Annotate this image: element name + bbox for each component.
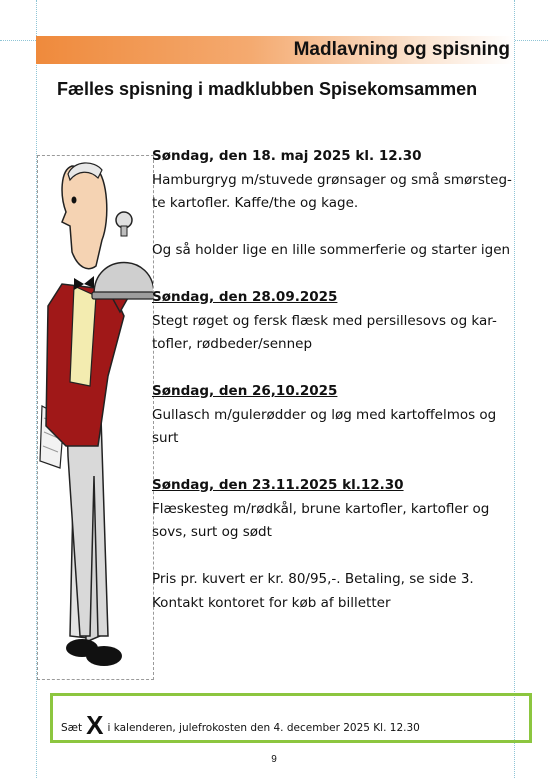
event-2	[152, 286, 514, 357]
menu-schedule	[152, 145, 514, 615]
page-title: Fælles spisning i madklubben Spisekomsammen	[57, 79, 478, 99]
section-header-bar	[36, 36, 514, 64]
waiter-illustration	[37, 155, 154, 680]
event-date: Søndag, den 18. maj 2025 kl. 12.30	[152, 148, 422, 164]
event-menu: Flæskesteg m/rødkål, brune kartofler, kartofler og sovs, surt og sødt	[152, 500, 490, 540]
summer-note: Og så holder lige en lille sommerferie og starter igen	[152, 242, 511, 258]
calendar-reminder-box	[50, 693, 532, 743]
price-info: Pris pr. kuvert er kr. 80/95,-. Betaling, se side 3.	[152, 571, 474, 587]
contact-info: Kontakt kontoret for køb af billetter	[152, 594, 391, 611]
event-date: Søndag, den 23.11.2025 kl.12.30	[152, 477, 404, 493]
event-date: Søndag, den 28.09.2025	[152, 289, 338, 305]
event-1	[152, 145, 514, 216]
event-menu: Hamburgryg m/stuvede grønsager og små smørsteg-te kartofler. Kaffe/the og kage.	[152, 171, 512, 211]
reminder-prefix: Sæt	[61, 722, 83, 734]
reminder-mark: X	[86, 710, 104, 740]
event-4	[152, 474, 514, 545]
reminder-text: i kalenderen, julefrokosten den 4. december 2025 Kl. 12.30	[107, 722, 420, 734]
event-menu: Gullasch m/gulerødder og løg med kartoffelmos og surt	[152, 406, 497, 446]
calendar-reminder	[61, 710, 420, 741]
page-number: 9	[271, 754, 277, 765]
event-3	[152, 380, 514, 451]
section-title: Madlavning og spisning	[293, 39, 510, 60]
event-menu: Stegt røget og fersk flæsk med persillesovs og kar-tofler, rødbeder/sennep	[152, 312, 497, 352]
waiter-with-cloche-icon	[38, 156, 153, 679]
guide-line-right	[514, 0, 515, 778]
event-date: Søndag, den 26,10.2025	[152, 383, 338, 399]
